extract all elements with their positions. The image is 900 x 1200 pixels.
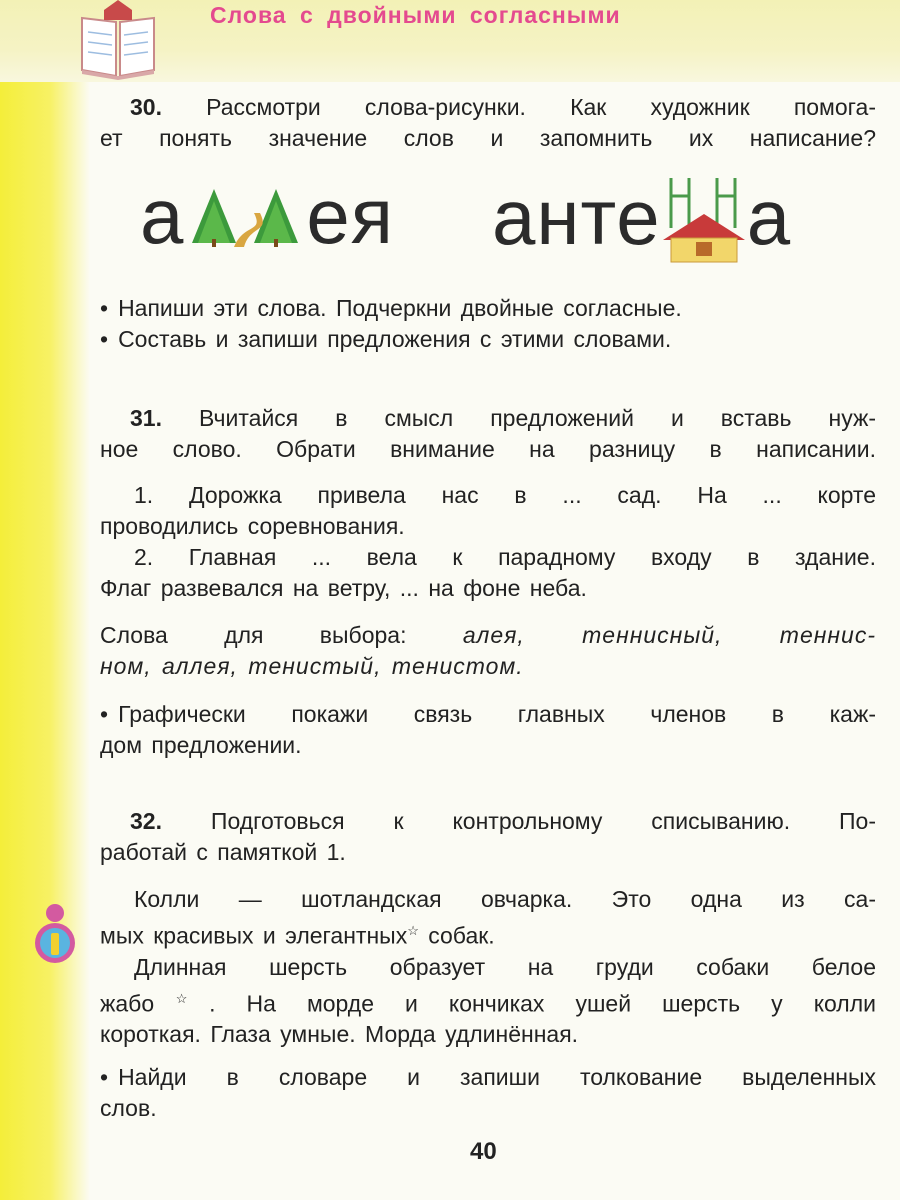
word-picture-antenna [492,173,792,266]
bullet-item: • Графически покажи связь главных членов в каж- [100,699,876,730]
task-number: 31. [130,405,162,431]
word-pictures [140,172,840,266]
word-part: ея [306,172,395,260]
task-32-bullet [100,1062,876,1124]
task-text: Вчитайся в смысл предложений и вставь нуж- [198,405,877,431]
bullet-item: дом предложении. [100,732,302,758]
trees-icon [184,183,306,247]
open-book-icon [78,0,158,80]
task-number: 32. [130,808,162,834]
text-line: короткая. Глаза умные. Морда удлинённая. [100,1021,579,1048]
bullet-item: • Составь и запиши предложения с этими словами. [100,324,876,355]
star-mark: ☆ [154,990,210,1006]
text-line: жабо [100,990,155,1017]
task-32-intro [100,806,876,868]
word-picture-alley [140,172,395,260]
sentence-line: проводились соревнования. [100,513,405,539]
text-line: Колли — шотландская овчарка. Это одна из са- [134,886,876,912]
text-line: Длинная шерсть образует на груди собаки белое [134,953,876,980]
choice-words: ном, аллея, тенистый, тенистом. [100,653,524,679]
task-number: 30. [130,94,162,120]
task-text: работай с памяткой 1. [100,839,346,865]
bullet-item: • Найди в словаре и запиши толкование выделенных [100,1062,876,1093]
house-antenna-icon [661,176,747,266]
star-mark: ☆ [407,923,419,938]
text-line: мых красивых и элегантных [100,922,408,949]
word-part: а [746,173,792,261]
task-32-text [100,884,876,1050]
task-31-sentences [100,480,876,604]
task-text: ное слово. Обрати внимание на разницу в написании. [100,436,876,462]
page-number: 40 [470,1138,497,1165]
info-icon [32,903,78,965]
task-text: Подготовься к контрольному списыванию. По- [210,808,877,834]
choice-words: алея, теннисный, теннис- [462,622,876,648]
task-31-choices [100,620,876,682]
task-text: ет понять значение слов и запомнить их написание? [100,125,876,151]
text-line: собак. [418,922,495,949]
side-stripe [0,0,90,1200]
bullet-item: • Напиши эти слова. Подчеркни двойные согласные. [100,293,876,324]
task-30-intro [100,92,876,154]
task-text: Рассмотри слова-рисунки. Как художник помога- [206,94,877,120]
bullet-item: слов. [100,1095,157,1121]
sentence-line: 2. Главная ... вела к парадному входу в здание. [134,544,876,570]
task-31-intro [100,403,876,465]
sentence-line: 1. Дорожка привела нас в ... сад. На ... корте [134,482,876,508]
word-part: анте [492,173,661,261]
word-part: а [140,172,185,260]
task-30-bullets [100,293,876,355]
page-title: Слова с двойными согласными [210,2,621,28]
task-31-bullet [100,699,876,761]
choices-label: Слова для выбора: [100,622,407,648]
sentence-line: Флаг развевался на ветру, ... на фоне неба. [100,575,587,601]
text-line: . На морде и кончиках ушей шерсть у колли [209,990,876,1017]
